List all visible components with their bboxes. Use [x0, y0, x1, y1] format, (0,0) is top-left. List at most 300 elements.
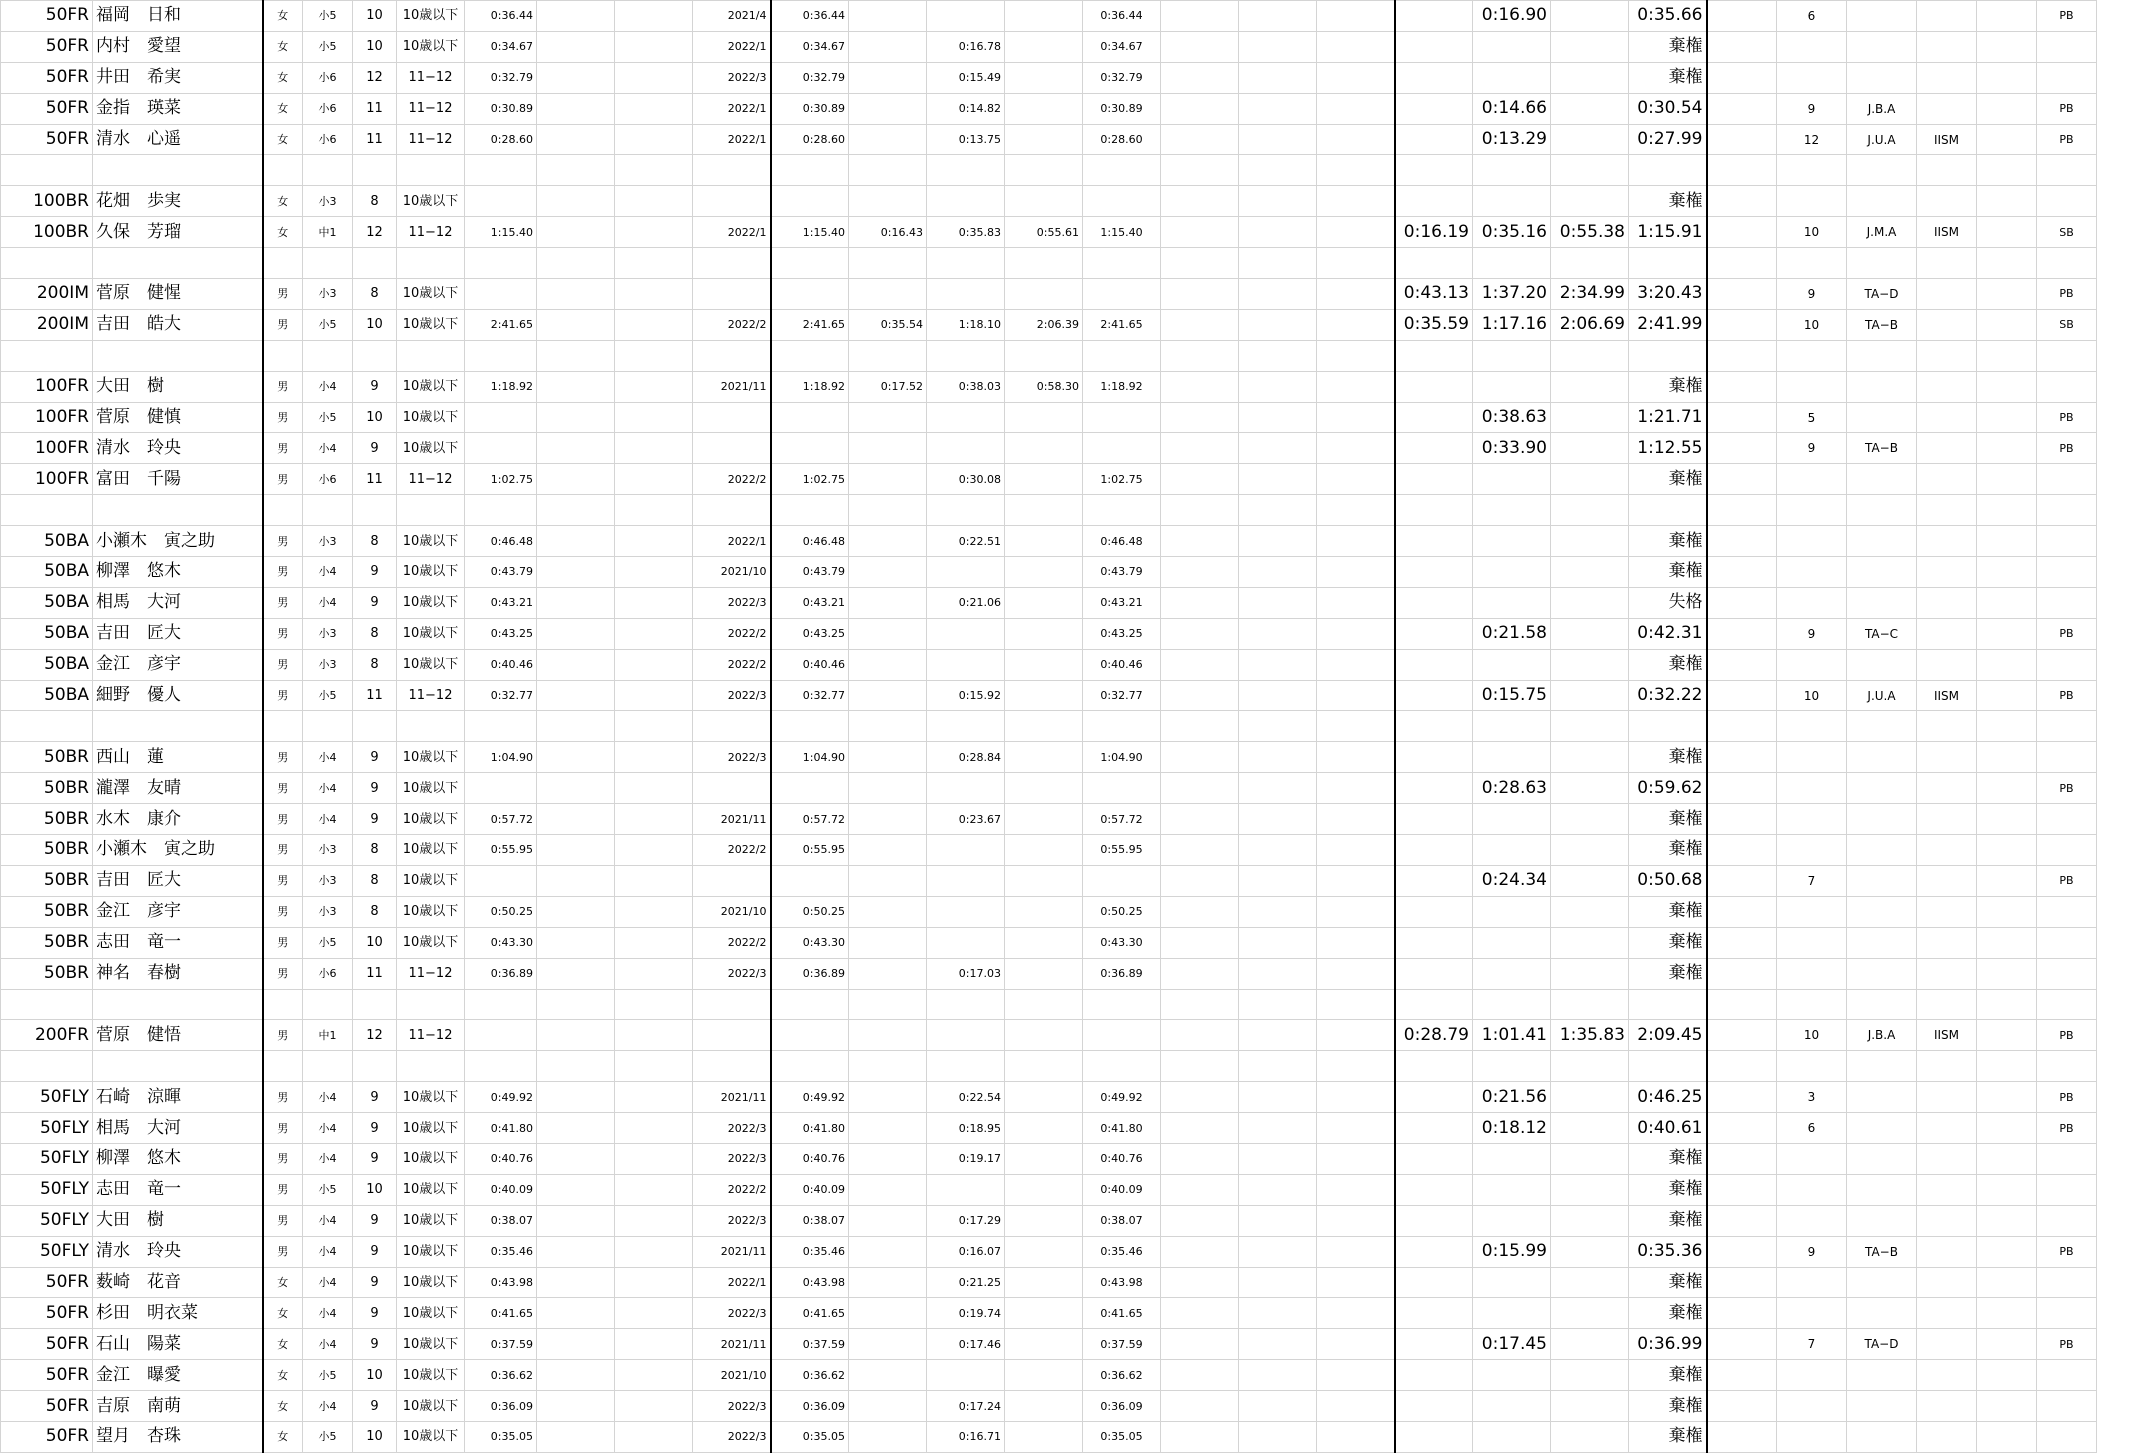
- cell-blank[interactable]: [1977, 804, 2037, 835]
- cell-split-2[interactable]: [927, 1020, 1005, 1051]
- cell-best-time[interactable]: [465, 1051, 537, 1082]
- cell-time[interactable]: 1:02.75: [771, 464, 849, 495]
- cell-blank[interactable]: [537, 927, 615, 958]
- cell-name[interactable]: [93, 989, 263, 1020]
- cell-split-3[interactable]: [1005, 618, 1083, 649]
- cell-blank[interactable]: [1239, 1298, 1317, 1329]
- cell-age[interactable]: [353, 340, 397, 371]
- cell-split-2[interactable]: [927, 1174, 1005, 1205]
- cell-split-1[interactable]: [849, 835, 927, 866]
- cell-blank[interactable]: [1317, 1020, 1395, 1051]
- cell-split-4[interactable]: [1083, 1020, 1161, 1051]
- cell-split-3[interactable]: [1005, 804, 1083, 835]
- cell-split-1[interactable]: [849, 1391, 927, 1422]
- cell-time[interactable]: [771, 340, 849, 371]
- cell-blank[interactable]: [1161, 927, 1239, 958]
- cell-rank[interactable]: 6: [1777, 1, 1847, 32]
- cell-class[interactable]: [1847, 371, 1917, 402]
- cell-split-2[interactable]: [927, 495, 1005, 526]
- cell-blank[interactable]: [1707, 1051, 1777, 1082]
- cell-split-4[interactable]: 0:36.44: [1083, 1, 1161, 32]
- cell-result[interactable]: 1:21.71: [1629, 402, 1707, 433]
- cell-grade[interactable]: 小4: [303, 1143, 353, 1174]
- cell-blank[interactable]: [1239, 1113, 1317, 1144]
- cell-class[interactable]: TA−B: [1847, 433, 1917, 464]
- cell-race-split-1[interactable]: [1395, 773, 1473, 804]
- cell-split-2[interactable]: 0:19.74: [927, 1298, 1005, 1329]
- cell-rank[interactable]: 10: [1777, 217, 1847, 248]
- cell-split-2[interactable]: [927, 618, 1005, 649]
- cell-race-split-2[interactable]: [1473, 711, 1551, 742]
- cell-blank[interactable]: [1707, 340, 1777, 371]
- cell-blank[interactable]: [1161, 1020, 1239, 1051]
- cell-split-2[interactable]: [927, 402, 1005, 433]
- cell-blank[interactable]: [1707, 958, 1777, 989]
- cell-race-split-3[interactable]: [1551, 31, 1629, 62]
- cell-pb[interactable]: [2037, 495, 2097, 526]
- cell-race-split-3[interactable]: [1551, 835, 1629, 866]
- cell-time[interactable]: [771, 1051, 849, 1082]
- cell-time[interactable]: [771, 495, 849, 526]
- cell-race-split-3[interactable]: [1551, 711, 1629, 742]
- cell-blank[interactable]: [1977, 1, 2037, 32]
- cell-split-2[interactable]: [927, 896, 1005, 927]
- cell-rank[interactable]: 10: [1777, 1020, 1847, 1051]
- cell-time[interactable]: [771, 711, 849, 742]
- cell-event[interactable]: 50FLY: [1, 1205, 93, 1236]
- cell-result[interactable]: 棄権: [1629, 1360, 1707, 1391]
- cell-result[interactable]: 0:50.68: [1629, 865, 1707, 896]
- cell-event[interactable]: [1, 155, 93, 186]
- cell-rank[interactable]: [1777, 155, 1847, 186]
- cell-blank[interactable]: [1317, 1298, 1395, 1329]
- cell-class[interactable]: J.B.A: [1847, 93, 1917, 124]
- cell-blank[interactable]: [1977, 865, 2037, 896]
- cell-split-4[interactable]: 0:36.62: [1083, 1360, 1161, 1391]
- cell-age[interactable]: 8: [353, 835, 397, 866]
- cell-class[interactable]: [1847, 402, 1917, 433]
- cell-sex[interactable]: 女: [263, 1391, 303, 1422]
- cell-best-time[interactable]: 0:43.21: [465, 587, 537, 618]
- cell-sex[interactable]: 男: [263, 279, 303, 310]
- cell-split-3[interactable]: [1005, 495, 1083, 526]
- cell-pb[interactable]: [2037, 1421, 2097, 1452]
- cell-rank[interactable]: 12: [1777, 124, 1847, 155]
- cell-event[interactable]: 100FR: [1, 402, 93, 433]
- cell-best-time[interactable]: 0:30.89: [465, 93, 537, 124]
- cell-blank[interactable]: [537, 186, 615, 217]
- cell-split-3[interactable]: [1005, 1236, 1083, 1267]
- cell-split-1[interactable]: [849, 340, 927, 371]
- cell-class[interactable]: [1847, 1421, 1917, 1452]
- cell-blank[interactable]: [615, 526, 693, 557]
- cell-blank[interactable]: [1977, 309, 2037, 340]
- cell-best-time[interactable]: 0:28.60: [465, 124, 537, 155]
- cell-pb[interactable]: PB: [2037, 1236, 2097, 1267]
- cell-blank[interactable]: [1707, 248, 1777, 279]
- cell-class[interactable]: [1847, 1205, 1917, 1236]
- cell-title[interactable]: [1917, 865, 1977, 896]
- cell-age[interactable]: 11: [353, 124, 397, 155]
- cell-race-split-1[interactable]: [1395, 927, 1473, 958]
- cell-date[interactable]: [693, 989, 771, 1020]
- cell-date[interactable]: 2022/3: [693, 1205, 771, 1236]
- cell-class[interactable]: [1847, 1143, 1917, 1174]
- cell-blank[interactable]: [1317, 526, 1395, 557]
- cell-split-3[interactable]: [1005, 1267, 1083, 1298]
- cell-pb[interactable]: [2037, 340, 2097, 371]
- cell-blank[interactable]: [1161, 1174, 1239, 1205]
- cell-rank[interactable]: 9: [1777, 433, 1847, 464]
- cell-age-group[interactable]: 11−12: [397, 217, 465, 248]
- cell-blank[interactable]: [1317, 340, 1395, 371]
- cell-age-group[interactable]: 11−12: [397, 680, 465, 711]
- cell-title[interactable]: [1917, 1, 1977, 32]
- cell-race-split-3[interactable]: [1551, 1298, 1629, 1329]
- cell-blank[interactable]: [1317, 773, 1395, 804]
- cell-race-split-1[interactable]: [1395, 62, 1473, 93]
- cell-age[interactable]: 9: [353, 1236, 397, 1267]
- cell-date[interactable]: 2021/11: [693, 1329, 771, 1360]
- cell-split-3[interactable]: [1005, 526, 1083, 557]
- cell-race-split-1[interactable]: [1395, 124, 1473, 155]
- cell-blank[interactable]: [1239, 1360, 1317, 1391]
- cell-pb[interactable]: PB: [2037, 680, 2097, 711]
- cell-rank[interactable]: 9: [1777, 618, 1847, 649]
- cell-sex[interactable]: [263, 989, 303, 1020]
- cell-race-split-3[interactable]: [1551, 1, 1629, 32]
- cell-race-split-3[interactable]: [1551, 1174, 1629, 1205]
- cell-blank[interactable]: [1161, 124, 1239, 155]
- cell-title[interactable]: IISM: [1917, 124, 1977, 155]
- cell-race-split-2[interactable]: [1473, 155, 1551, 186]
- cell-name[interactable]: 吉原 南萌: [93, 1391, 263, 1422]
- cell-blank[interactable]: [1239, 155, 1317, 186]
- cell-time[interactable]: 0:38.07: [771, 1205, 849, 1236]
- cell-blank[interactable]: [1161, 217, 1239, 248]
- cell-blank[interactable]: [1317, 309, 1395, 340]
- cell-result[interactable]: [1629, 248, 1707, 279]
- cell-age[interactable]: 9: [353, 1298, 397, 1329]
- cell-blank[interactable]: [1977, 155, 2037, 186]
- cell-sex[interactable]: 女: [263, 1, 303, 32]
- cell-best-time[interactable]: [465, 865, 537, 896]
- cell-sex[interactable]: 女: [263, 186, 303, 217]
- cell-name[interactable]: 井田 希実: [93, 62, 263, 93]
- cell-race-split-1[interactable]: 0:28.79: [1395, 1020, 1473, 1051]
- cell-date[interactable]: 2022/3: [693, 958, 771, 989]
- cell-blank[interactable]: [1317, 649, 1395, 680]
- cell-blank[interactable]: [1239, 93, 1317, 124]
- cell-blank[interactable]: [1977, 1391, 2037, 1422]
- cell-blank[interactable]: [537, 1113, 615, 1144]
- cell-sex[interactable]: 女: [263, 31, 303, 62]
- cell-blank[interactable]: [1707, 495, 1777, 526]
- cell-title[interactable]: [1917, 1051, 1977, 1082]
- cell-date[interactable]: 2022/1: [693, 31, 771, 62]
- cell-class[interactable]: [1847, 1113, 1917, 1144]
- cell-blank[interactable]: [1239, 1, 1317, 32]
- cell-blank[interactable]: [1977, 773, 2037, 804]
- cell-race-split-1[interactable]: [1395, 1051, 1473, 1082]
- cell-title[interactable]: [1917, 1143, 1977, 1174]
- cell-race-split-1[interactable]: [1395, 1082, 1473, 1113]
- cell-race-split-3[interactable]: 1:35.83: [1551, 1020, 1629, 1051]
- cell-blank[interactable]: [1161, 1051, 1239, 1082]
- cell-blank[interactable]: [537, 865, 615, 896]
- cell-rank[interactable]: [1777, 989, 1847, 1020]
- cell-event[interactable]: 50FR: [1, 124, 93, 155]
- cell-split-4[interactable]: 0:38.07: [1083, 1205, 1161, 1236]
- cell-age-group[interactable]: 10歳以下: [397, 1113, 465, 1144]
- cell-race-split-1[interactable]: [1395, 1360, 1473, 1391]
- cell-split-4[interactable]: 0:41.65: [1083, 1298, 1161, 1329]
- cell-age-group[interactable]: 11−12: [397, 1020, 465, 1051]
- cell-sex[interactable]: 男: [263, 1236, 303, 1267]
- cell-race-split-3[interactable]: [1551, 804, 1629, 835]
- cell-best-time[interactable]: 0:43.30: [465, 927, 537, 958]
- cell-sex[interactable]: 男: [263, 896, 303, 927]
- cell-age[interactable]: 11: [353, 680, 397, 711]
- cell-event[interactable]: 100FR: [1, 371, 93, 402]
- cell-blank[interactable]: [1161, 1, 1239, 32]
- cell-time[interactable]: 0:49.92: [771, 1082, 849, 1113]
- cell-best-time[interactable]: 2:41.65: [465, 309, 537, 340]
- cell-sex[interactable]: 男: [263, 587, 303, 618]
- cell-race-split-1[interactable]: [1395, 742, 1473, 773]
- cell-rank[interactable]: [1777, 1391, 1847, 1422]
- cell-grade[interactable]: 小5: [303, 1421, 353, 1452]
- cell-time[interactable]: 0:32.79: [771, 62, 849, 93]
- cell-race-split-2[interactable]: 0:21.56: [1473, 1082, 1551, 1113]
- cell-rank[interactable]: 5: [1777, 402, 1847, 433]
- cell-event[interactable]: 50FLY: [1, 1082, 93, 1113]
- cell-split-3[interactable]: [1005, 649, 1083, 680]
- cell-age[interactable]: 10: [353, 1360, 397, 1391]
- cell-blank[interactable]: [1239, 742, 1317, 773]
- cell-blank[interactable]: [615, 742, 693, 773]
- cell-event[interactable]: [1, 1051, 93, 1082]
- cell-race-split-2[interactable]: [1473, 557, 1551, 588]
- cell-blank[interactable]: [1317, 835, 1395, 866]
- cell-time[interactable]: 0:41.65: [771, 1298, 849, 1329]
- cell-grade[interactable]: 小4: [303, 1329, 353, 1360]
- cell-blank[interactable]: [1977, 124, 2037, 155]
- cell-blank[interactable]: [615, 618, 693, 649]
- cell-race-split-3[interactable]: [1551, 587, 1629, 618]
- cell-title[interactable]: [1917, 1421, 1977, 1452]
- cell-split-3[interactable]: [1005, 557, 1083, 588]
- cell-best-time[interactable]: 0:55.95: [465, 835, 537, 866]
- cell-event[interactable]: 50BA: [1, 649, 93, 680]
- cell-age-group[interactable]: 10歳以下: [397, 371, 465, 402]
- cell-blank[interactable]: [1161, 1298, 1239, 1329]
- cell-split-2[interactable]: 0:13.75: [927, 124, 1005, 155]
- cell-blank[interactable]: [1317, 1267, 1395, 1298]
- cell-time[interactable]: 0:35.05: [771, 1421, 849, 1452]
- cell-time[interactable]: 0:46.48: [771, 526, 849, 557]
- cell-blank[interactable]: [1707, 1360, 1777, 1391]
- cell-date[interactable]: 2022/2: [693, 649, 771, 680]
- cell-pb[interactable]: [2037, 896, 2097, 927]
- cell-split-3[interactable]: [1005, 433, 1083, 464]
- cell-time[interactable]: [771, 155, 849, 186]
- cell-blank[interactable]: [537, 371, 615, 402]
- cell-name[interactable]: 吉田 匠大: [93, 865, 263, 896]
- cell-split-4[interactable]: [1083, 155, 1161, 186]
- cell-name[interactable]: 柳澤 悠木: [93, 1143, 263, 1174]
- cell-age-group[interactable]: 10歳以下: [397, 804, 465, 835]
- cell-event[interactable]: 50BR: [1, 773, 93, 804]
- cell-class[interactable]: [1847, 62, 1917, 93]
- cell-name[interactable]: 石崎 涼暉: [93, 1082, 263, 1113]
- cell-best-time[interactable]: 0:46.48: [465, 526, 537, 557]
- cell-time[interactable]: 0:35.46: [771, 1236, 849, 1267]
- cell-age-group[interactable]: [397, 711, 465, 742]
- cell-blank[interactable]: [1317, 865, 1395, 896]
- cell-age[interactable]: 10: [353, 1174, 397, 1205]
- cell-age-group[interactable]: 11−12: [397, 124, 465, 155]
- cell-class[interactable]: TA−C: [1847, 618, 1917, 649]
- cell-blank[interactable]: [1161, 464, 1239, 495]
- cell-sex[interactable]: 男: [263, 1113, 303, 1144]
- cell-age-group[interactable]: 10歳以下: [397, 1205, 465, 1236]
- cell-grade[interactable]: 小3: [303, 896, 353, 927]
- cell-blank[interactable]: [537, 1236, 615, 1267]
- cell-blank[interactable]: [537, 1329, 615, 1360]
- cell-blank[interactable]: [1317, 618, 1395, 649]
- cell-rank[interactable]: [1777, 1298, 1847, 1329]
- cell-split-3[interactable]: [1005, 1174, 1083, 1205]
- cell-grade[interactable]: 小3: [303, 279, 353, 310]
- cell-result[interactable]: [1629, 1051, 1707, 1082]
- cell-split-4[interactable]: [1083, 495, 1161, 526]
- cell-sex[interactable]: 男: [263, 464, 303, 495]
- cell-best-time[interactable]: 1:15.40: [465, 217, 537, 248]
- cell-blank[interactable]: [1161, 618, 1239, 649]
- cell-split-3[interactable]: [1005, 248, 1083, 279]
- cell-title[interactable]: [1917, 340, 1977, 371]
- cell-sex[interactable]: 男: [263, 958, 303, 989]
- cell-grade[interactable]: 小5: [303, 927, 353, 958]
- cell-result[interactable]: 3:20.43: [1629, 279, 1707, 310]
- cell-date[interactable]: 2022/1: [693, 1267, 771, 1298]
- cell-time[interactable]: [771, 989, 849, 1020]
- cell-age-group[interactable]: 10歳以下: [397, 742, 465, 773]
- cell-blank[interactable]: [1977, 587, 2037, 618]
- cell-blank[interactable]: [1161, 93, 1239, 124]
- cell-result[interactable]: 2:09.45: [1629, 1020, 1707, 1051]
- cell-name[interactable]: 吉田 匠大: [93, 618, 263, 649]
- cell-age[interactable]: 9: [353, 557, 397, 588]
- cell-blank[interactable]: [1161, 649, 1239, 680]
- cell-pb[interactable]: [2037, 1298, 2097, 1329]
- cell-blank[interactable]: [1317, 711, 1395, 742]
- cell-split-1[interactable]: [849, 711, 927, 742]
- cell-race-split-3[interactable]: [1551, 1421, 1629, 1452]
- cell-blank[interactable]: [537, 587, 615, 618]
- cell-best-time[interactable]: [465, 711, 537, 742]
- cell-split-1[interactable]: [849, 989, 927, 1020]
- cell-best-time[interactable]: 0:50.25: [465, 896, 537, 927]
- cell-result[interactable]: 棄権: [1629, 1391, 1707, 1422]
- cell-race-split-3[interactable]: [1551, 896, 1629, 927]
- cell-blank[interactable]: [1707, 402, 1777, 433]
- cell-class[interactable]: [1847, 1, 1917, 32]
- cell-split-3[interactable]: [1005, 1, 1083, 32]
- cell-blank[interactable]: [1707, 804, 1777, 835]
- cell-event[interactable]: 50FR: [1, 1329, 93, 1360]
- cell-class[interactable]: J.U.A: [1847, 124, 1917, 155]
- cell-blank[interactable]: [537, 896, 615, 927]
- cell-grade[interactable]: 小6: [303, 958, 353, 989]
- cell-result[interactable]: [1629, 711, 1707, 742]
- cell-result[interactable]: 1:12.55: [1629, 433, 1707, 464]
- cell-blank[interactable]: [1317, 1205, 1395, 1236]
- cell-split-1[interactable]: [849, 402, 927, 433]
- cell-split-2[interactable]: 0:17.03: [927, 958, 1005, 989]
- cell-age[interactable]: 12: [353, 1020, 397, 1051]
- cell-event[interactable]: 50FR: [1, 1298, 93, 1329]
- cell-sex[interactable]: 女: [263, 1267, 303, 1298]
- cell-blank[interactable]: [615, 248, 693, 279]
- cell-blank[interactable]: [1707, 1298, 1777, 1329]
- cell-result[interactable]: 0:59.62: [1629, 773, 1707, 804]
- cell-name[interactable]: [93, 248, 263, 279]
- cell-blank[interactable]: [1239, 402, 1317, 433]
- cell-split-3[interactable]: [1005, 865, 1083, 896]
- cell-event[interactable]: 50FR: [1, 1360, 93, 1391]
- cell-rank[interactable]: [1777, 62, 1847, 93]
- cell-blank[interactable]: [1317, 1, 1395, 32]
- cell-blank[interactable]: [615, 1020, 693, 1051]
- cell-time[interactable]: 0:43.25: [771, 618, 849, 649]
- cell-blank[interactable]: [1977, 1329, 2037, 1360]
- cell-pb[interactable]: [2037, 742, 2097, 773]
- cell-class[interactable]: [1847, 958, 1917, 989]
- cell-grade[interactable]: 小5: [303, 31, 353, 62]
- cell-result[interactable]: 棄権: [1629, 742, 1707, 773]
- cell-result[interactable]: 0:35.36: [1629, 1236, 1707, 1267]
- cell-blank[interactable]: [615, 1174, 693, 1205]
- cell-split-4[interactable]: [1083, 433, 1161, 464]
- cell-split-4[interactable]: 0:40.46: [1083, 649, 1161, 680]
- cell-rank[interactable]: [1777, 649, 1847, 680]
- cell-split-1[interactable]: [849, 865, 927, 896]
- cell-split-2[interactable]: 0:21.25: [927, 1267, 1005, 1298]
- cell-blank[interactable]: [1317, 1113, 1395, 1144]
- cell-race-split-2[interactable]: [1473, 371, 1551, 402]
- cell-event[interactable]: 50FLY: [1, 1143, 93, 1174]
- cell-date[interactable]: 2022/2: [693, 464, 771, 495]
- cell-title[interactable]: [1917, 1236, 1977, 1267]
- cell-age[interactable]: 9: [353, 371, 397, 402]
- cell-split-3[interactable]: [1005, 31, 1083, 62]
- cell-race-split-3[interactable]: [1551, 464, 1629, 495]
- cell-age-group[interactable]: 10歳以下: [397, 433, 465, 464]
- cell-blank[interactable]: [1707, 1113, 1777, 1144]
- cell-split-1[interactable]: [849, 742, 927, 773]
- cell-race-split-3[interactable]: [1551, 1205, 1629, 1236]
- cell-split-4[interactable]: 0:43.98: [1083, 1267, 1161, 1298]
- cell-blank[interactable]: [1239, 1421, 1317, 1452]
- cell-title[interactable]: [1917, 371, 1977, 402]
- cell-blank[interactable]: [1707, 217, 1777, 248]
- cell-split-4[interactable]: [1083, 711, 1161, 742]
- cell-split-4[interactable]: 1:04.90: [1083, 742, 1161, 773]
- cell-time[interactable]: 1:15.40: [771, 217, 849, 248]
- cell-age[interactable]: 8: [353, 526, 397, 557]
